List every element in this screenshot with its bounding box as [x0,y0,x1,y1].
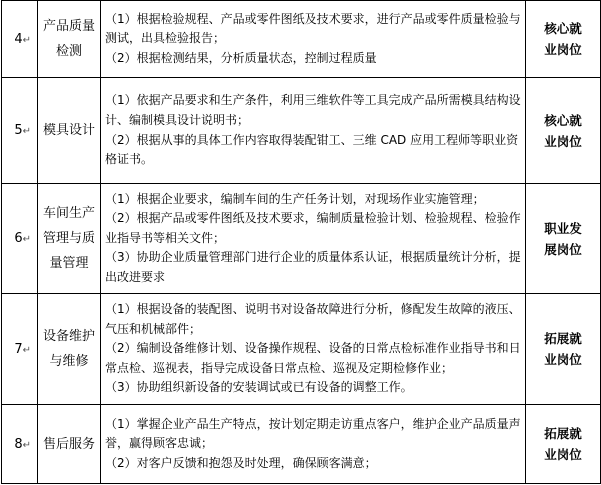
description-line: （2）编制设备维修计划、设备操作规程、设备的日常点检标准作业指导书和日常点检、巡视表，指导完成设备日常点检、巡视及定期检修作业； [105,341,521,375]
position-type-line: 核心就 [544,112,582,128]
job-name-line: 与维修 [49,354,89,369]
row-number: 6↵ [2,184,38,294]
job-name-line: 设备维护 [42,329,95,344]
position-type-line: 职业发 [544,220,582,236]
description-line: （1）根据检验规程、产品或零件图纸及技术要求，进行产品或零件质量检验与测试，出具检验报告； [105,11,521,46]
job-name-cell [38,184,101,294]
table-body [2,1,601,484]
description-line: （2）根据从事的具体工作内容取得装配钳工、三维 CAD 应用工程师等职业资格证书。 [105,132,519,167]
table-row [2,294,601,405]
row-number: 4↵ [2,1,38,78]
position-type-cell [526,1,601,78]
job-description-cell [101,1,526,78]
description-line: （2）对客户反馈和抱怨及时处理，确保顾客满意； [105,455,377,470]
description-line: （1）根据企业要求，编制车间的生产任务计划，对现场作业实施管理； [105,191,485,206]
row-number: 8↵ [2,405,38,484]
position-type-line: 展岗位 [544,241,582,257]
job-name-cell [38,405,101,484]
job-description-cell [101,294,526,405]
position-type-line: 核心就 [544,21,582,36]
job-description-cell [101,78,526,184]
position-type-line: 业岗位 [544,133,582,149]
description-line: （3）协助组织新设备的安装调试或已有设备的调整工作。 [105,380,413,395]
position-type-cell [526,294,601,405]
table-row [2,1,601,78]
job-name-line: 量管理 [49,256,89,271]
position-type-line: 业岗位 [544,447,582,462]
table-row [2,78,601,184]
job-description-cell [101,405,526,484]
description-line: （3）协助企业质量管理部门进行企业的质量体系认证，根据质量统计分析，提出改进要求 [105,250,521,284]
job-name-line: 检测 [55,44,82,59]
description-line: （2）根据产品或零件图纸及技术要求，编制质量检验计划、检验规程、检验作业指导书等相关文件； [105,211,521,245]
description-line: （2）根据检测结果，分析质量状态，控制过程质量 [105,50,377,65]
job-name-line: 售后服务 [42,436,95,452]
position-type-cell [526,184,601,294]
description-line: （1）掌握企业产品生产特点，按计划定期走访重点客户，维护企业产品质量声誉，赢得顾客忠诚； [105,416,521,451]
position-type-line: 业岗位 [544,42,582,57]
job-name-cell [38,1,101,78]
description-line: （1）依据产品要求和生产条件，利用三维软件等工具完成产品所需模具结构设计、编制模具设计说明书； [105,93,521,127]
job-description-cell [101,184,526,294]
job-name-line: 车间生产 [42,206,95,221]
row-number: 7↵ [2,294,38,405]
position-type-line: 拓展就 [544,426,582,441]
row-number: 5↵ [2,78,38,184]
position-type-cell [526,405,601,484]
job-positions-table [1,0,601,484]
job-name-cell [38,78,101,184]
job-name-line: 模具设计 [42,123,95,138]
description-line: （1）根据设备的装配图、说明书对设备故障进行分析，修配发生故障的液压、气压和机械部件； [105,302,521,336]
job-name-line: 管理与质 [42,231,95,246]
position-type-line: 拓展就 [544,331,582,346]
table-row [2,405,601,484]
table-row [2,184,601,294]
job-name-cell [38,294,101,405]
position-type-cell [526,78,601,184]
job-name-line: 产品质量 [42,19,95,34]
position-type-line: 业岗位 [544,352,582,367]
